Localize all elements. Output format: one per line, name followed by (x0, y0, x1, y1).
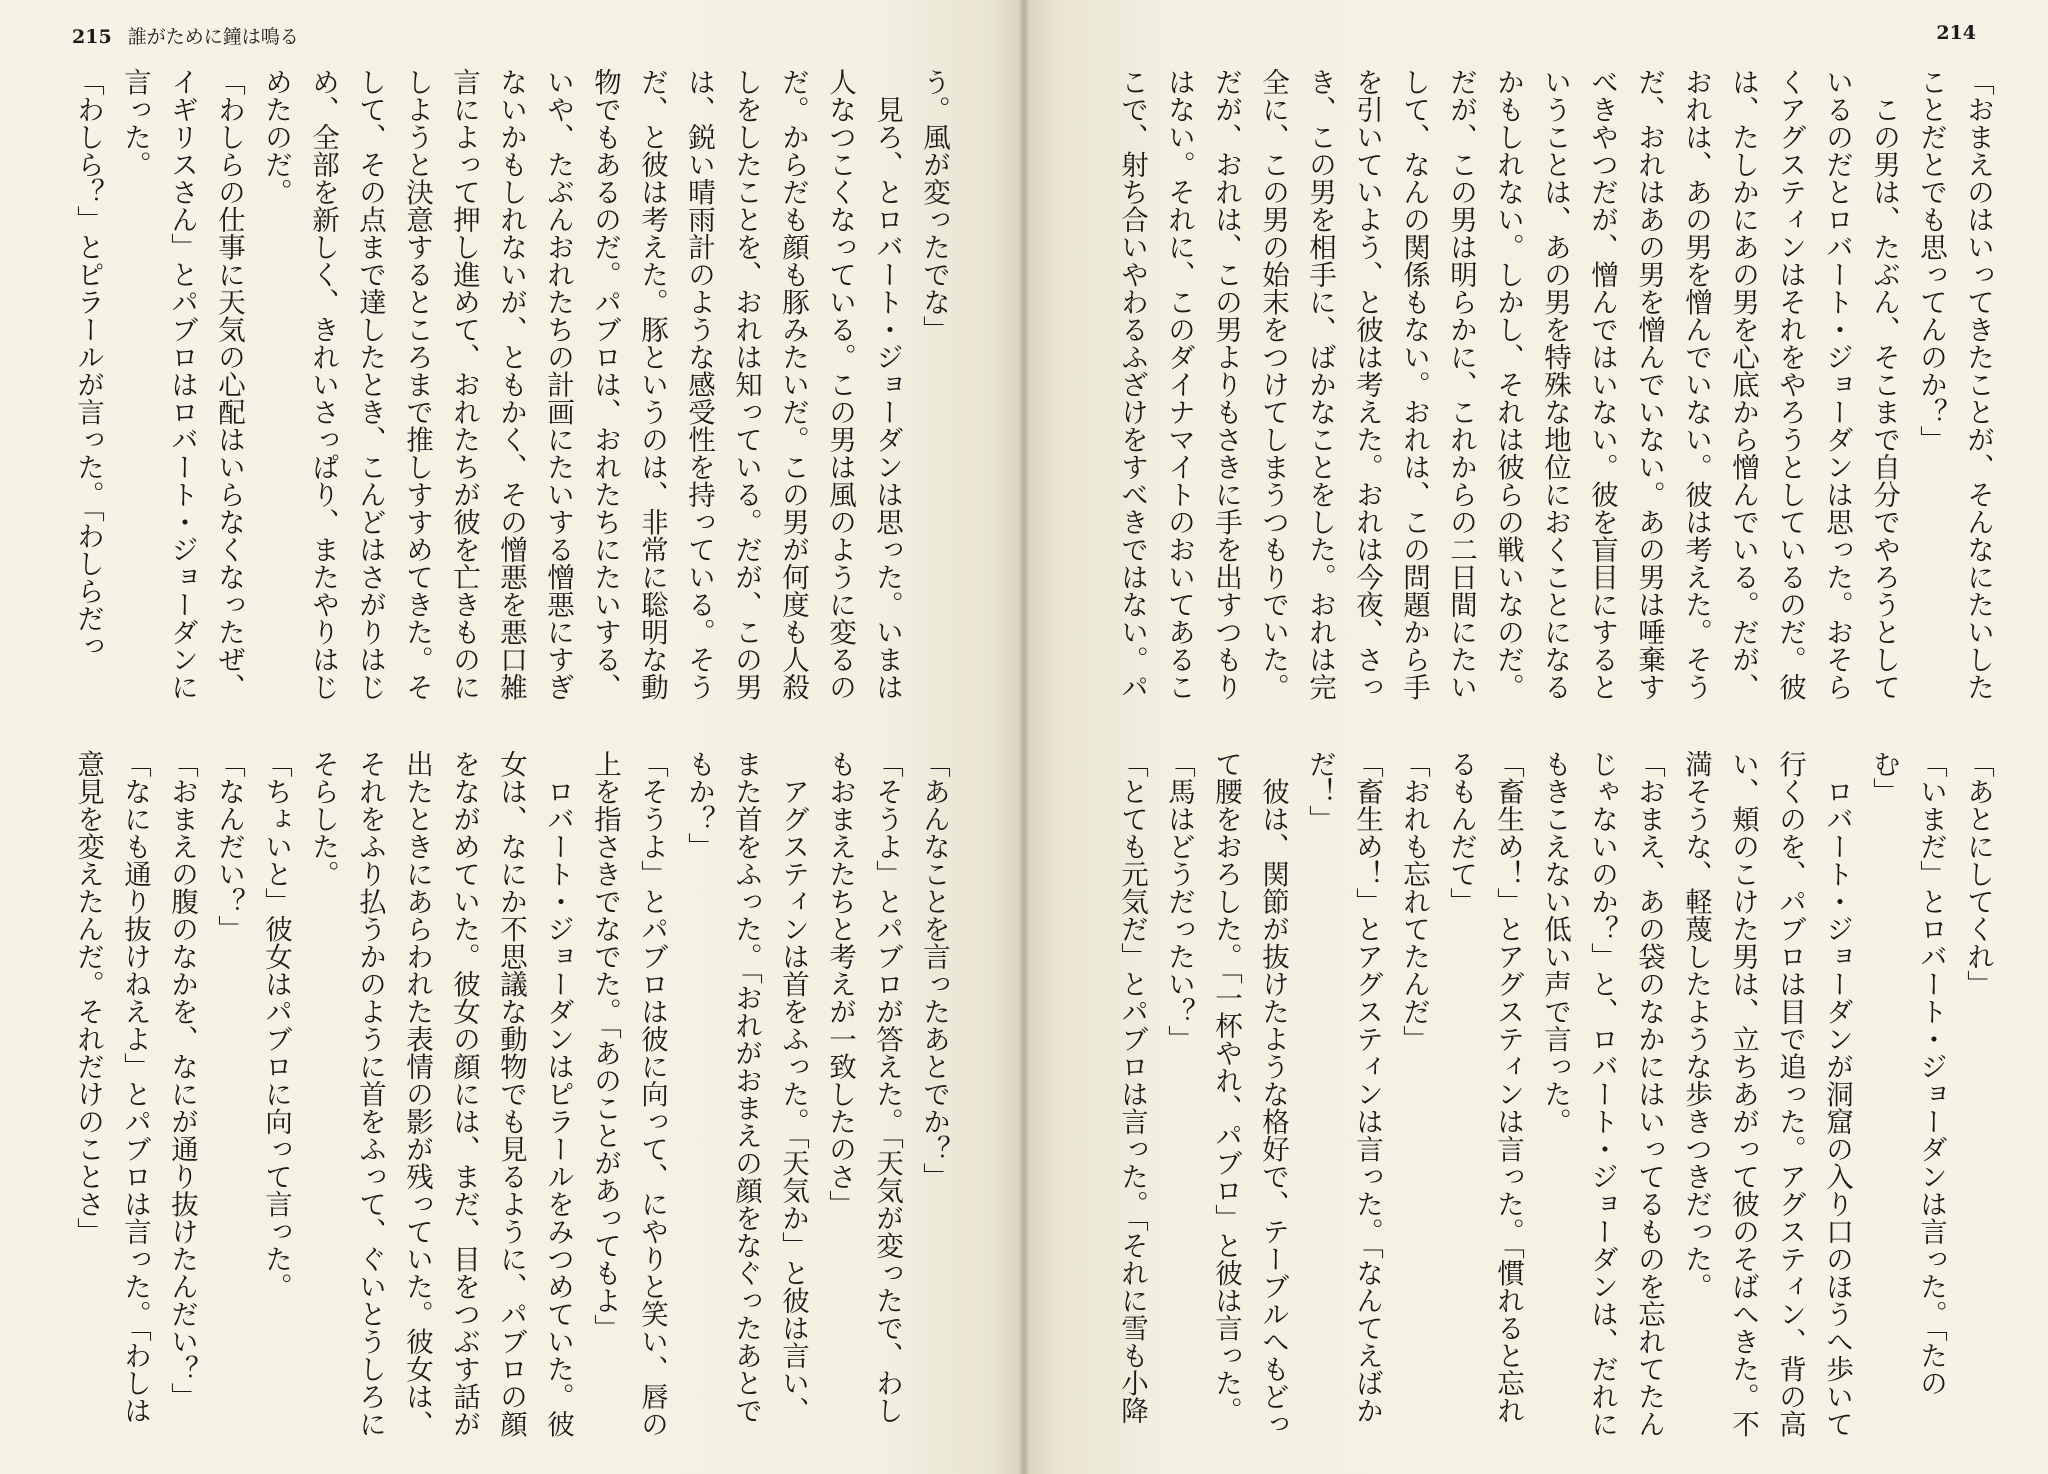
right-page-bottom-text-block (1116, 750, 2001, 1440)
body-text: 「あとにしてくれ」 「いまだ」とロバート・ジョーダンは言った。「たのむ」 ロバート・ジョーダンが洞窟の入り口のほうへ歩いて行くのを、パブロは目で追った。アグスティン、背の高い、頬のこけた男は、立ちあがって彼のそばへきた。不満そうな、軽蔑したような歩きつきだった。 「おまえ、あの袋のなかにはいってるものを忘れてたんじゃないのか？」と、ロバート・ジョーダンは、だれにもきこえない低い声で言った。 「畜生め！」とアグスティンは言った。「慣れると忘れるもんだて」 「おれも忘れてたんだ」 「畜生め！」とアグスティンは言った。「なんてえばかだ！」 彼は、関節が抜けたような格好で、テーブルへもどって腰をおろした。「一杯やれ、パブロ」と彼は言った。「馬はどうだったい？」 「とても元気だ」とパブロは言った。「それに雪も小降 (1116, 750, 1994, 1438)
page-number: 214 (1936, 22, 1976, 44)
left-page-top-text-block (72, 68, 957, 708)
book-gutter (1018, 0, 1030, 1474)
body-text: 「おまえのはいってきたことが、そんなにたいしたことだとでも思ってんのか？」 この男は、たぶん、そこまで自分でやろうとしているのだとロバート・ジョーダンは思った。おそらくアグスティンはそれをやろうとしているのだ。彼は、たしかにあの男を心底から憎んでいる。だが、おれは、あの男を憎んでいない。彼は考えた。そうだ、おれはあの男を憎んでいない。あの男は唾棄すべきやつだが、憎んではいない。彼を盲目にするということは、あの男を特殊な地位におくことになるかもしれない。しかし、それは彼らの戦いなのだ。だが、この男は明らかに、これからの二日間にたいして、なんの関係もない。おれは、この問題から手を引いていよう、と彼は考えた。おれは今夜、さっき、この男を相手に、ばかなことをした。おれは完全に、この男の始末をつけてしまうつもりでいた。だが、おれは、この男よりもさきに手を出すつもりはない。それに、このダイナマイトのおいてあるここで、射ち合いやわるふざけをすべきではない。パ (1116, 68, 1994, 701)
left-page-bottom-text-block (72, 750, 957, 1440)
left-page-header (72, 22, 299, 49)
right-page-header (1936, 22, 1976, 44)
running-head: 誰がために鐘は鳴る (127, 26, 299, 48)
right-page-top-text-block (1116, 68, 2001, 708)
page-number: 215 (72, 26, 112, 48)
body-text: 「あんなことを言ったあとでか？」 「そうよ」とパブロが答えた。「天気が変ったで、わしもおまえたちと考えが一致したのさ」 アグスティンは首をふった。「天気か」と彼は言い、また首をふった。「おれがおまえの顔をなぐったあとでもか？」 「そうよ」とパブロは彼に向って、にやりと笑い、唇の上を指さきでなでた。「あのことがあってもよ」 ロバート・ジョーダンはピラールをみつめていた。彼女は、なにか不思議な動物でも見るように、パブロの顔をながめていた。彼女の顔には、まだ、目をつぶす話が出たときにあらわれた表情の影が残っていた。彼女は、それをふり払うかのように首をふって、ぐいとうしろにそらした。 「ちょいと」彼女はパブロに向って言った。 「なんだい？」 「おまえの腹のなかを、なにが通り抜けたんだい？」 「なにも通り抜けねえよ」とパブロは言った。「わしは意見を変えたんだ。それだけのことさ」 (72, 750, 950, 1438)
body-text: う。風が変ったでな」 見ろ、とロバート・ジョーダンは思った。いまは人なつこくなっている。この男は風のように変るのだ。からだも顔も豚みたいだ。この男が何度も人殺しをしたことを、おれは知っている。だが、この男は、鋭い晴雨計のような感受性を持っている。そうだ、と彼は考えた。豚というのは、非常に聡明な動物でもあるのだ。パブロは、おれたちにたいする、いや、たぶんおれたちの計画にたいする憎悪にすぎないかもしれないが、ともかく、その憎悪を悪口雑言によって押し進めて、おれたちが彼を亡きものにしようと決意するところまで推しすすめてきた。そして、その点まで達したとき、こんどはさがりはじめ、全部を新しく、きれいさっぱり、またやりはじめたのだ。 「わしらの仕事に天気の心配はいらなくなったぜ、イギリスさん」とパブロはロバート・ジョーダンに言った。 「わしら？」とピラールが言った。「わしらだっ (72, 68, 950, 701)
right-page (1024, 0, 2048, 1474)
